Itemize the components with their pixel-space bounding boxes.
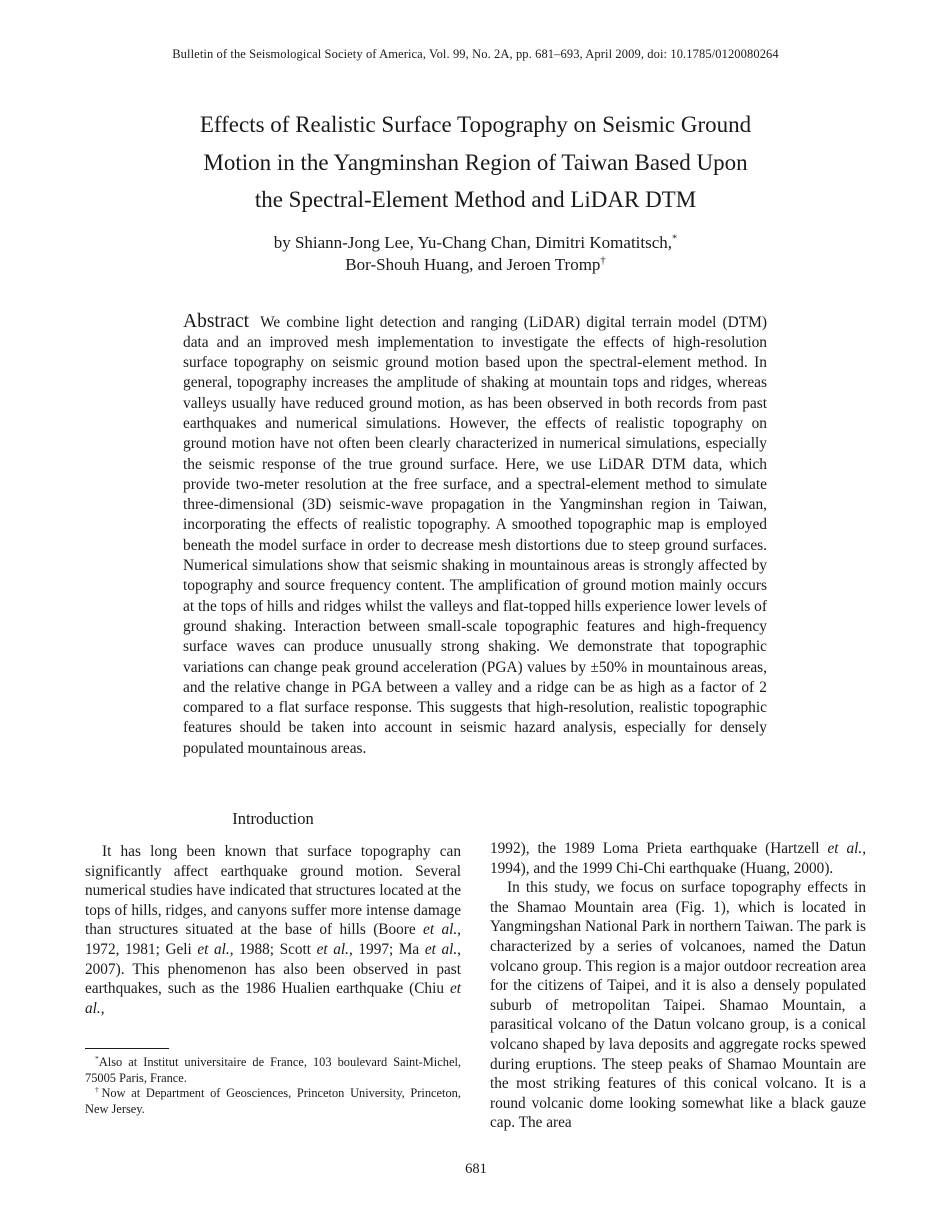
paper-title-line: Effects of Realistic Surface Topography on Seismic Ground <box>199 112 752 137</box>
paper-title-line: the Spectral-Element Method and LiDAR DTM <box>254 187 697 212</box>
footnote-text: Also at Institut universitaire de France, 103 boulevard Saint-Michel, 75005 Paris, France. <box>85 1054 461 1085</box>
author-byline-line: by Shiann-Jong Lee, Yu-Chang Chan, Dimitri Komatitsch,* <box>273 232 678 252</box>
introduction-paragraph: In this study, we focus on surface topography effects in the Shamao Mountain area (Fig. 1), which is located in Yangmingshan National Park in northern Taiwan. The park is characterized by a series of volcanoes, named the Datun volcano group. This region is a major outdoor recreation area for the citizens of Taipei, and it is also a densely populated suburb of metropolitan Taipei. Shamao Mountain, a parasitical volcano of the Datun volcano group, is a conical volcano shaped by lava deposits and aggregate rocks spewed during eruptions. The steep peaks of Shamao Mountain are the most striking features of this conical volcano. It is a round volcanic dome looking somewhat like a black gauze cap. The area <box>490 879 866 1132</box>
footnotes-block <box>85 1048 461 1118</box>
footnote-text: Now at Department of Geosciences, Princeton University, Princeton, New Jersey. <box>85 1086 461 1117</box>
abstract-label: Abstract <box>183 310 250 332</box>
author-byline <box>85 232 866 276</box>
footnote-affiliation <box>85 1055 461 1087</box>
footnote-marker: † <box>95 1085 102 1095</box>
abstract-text: We combine light detection and ranging (LiDAR) digital terrain model (DTM) data and an improved mesh implementation to investigate the effects of high-resolution surface topography on seismic ground motion based upon the spectral-element method. In general, topography increases the amplitude of shaking at mountain tops and ridges, whereas valleys usually have reduced ground motion, as has been observed in both records from past earthquakes and numerical simulations. However, the effects of realistic topography on ground motion have not often been clearly characterized in numerical simulations, especially the seismic response of the true ground surface. Here, we use LiDAR DTM data, which provide two-meter resolution at the free surface, and a spectral-element method to simulate three-dimensional (3D) seismic-wave propagation in the Yangminshan region in Taiwan, incorporating the effects of realistic topography. A smoothed topographic map is employed beneath the model surface in order to decrease mesh distortions due to steep ground surfaces. Numerical simulations show that seismic shaking in mountainous areas is strongly affected by topography and source frequency content. The amplification of ground motion mainly occurs at the tops of hills and ridges whilst the valleys and flat-topped hills experience lower levels of ground shaking. Interaction between small-scale topographic features and high-frequency surface waves can produce unusually strong shaking. We demonstrate that topographic variations can change peak ground acceleration (PGA) values by ±50% in mountainous areas, and the relative change in PGA between a valley and a ridge can be as high as a factor of 2 compared to a flat surface response. This suggests that high-resolution, realistic topographic features should be taken into account in seismic hazard analysis, especially for densely populated mountainous areas. <box>183 313 767 757</box>
journal-header: Bulletin of the Seismological Society of America, Vol. 99, No. 2A, pp. 681–693, April 2009, doi: 10.1785/0120080264 <box>172 47 779 61</box>
section-heading-introduction: Introduction <box>232 809 314 829</box>
author-byline-line: Bor-Shouh Huang, and Jeroen Tromp† <box>345 254 606 274</box>
right-column <box>490 809 867 1132</box>
abstract-section <box>183 312 767 760</box>
introduction-paragraph: 1992), the 1989 Loma Prieta earthquake (Hartzell et al., 1994), and the 1999 Chi-Chi earthquake (Huang, 2000). <box>490 840 867 877</box>
left-column <box>85 809 461 1118</box>
two-column-body <box>85 809 867 1132</box>
paper-title <box>85 106 866 219</box>
footnote-marker: * <box>95 1053 99 1063</box>
footnote-affiliation <box>85 1086 461 1118</box>
footnote-rule <box>85 1048 169 1049</box>
page-number: 681 <box>465 1161 487 1177</box>
paper-title-line: Motion in the Yangminshan Region of Taiwan Based Upon <box>203 149 748 175</box>
introduction-paragraph: It has long been known that surface topography can significantly affect earthquake ground motion. Several numerical studies have indicated that structures located at the tops of hills, ridges, and canyons suffer more intense damage than structures situated at the base of hills (Boore et al., 1972, 1981; Geli et al., 1988; Scott et al., 1997; Ma et al., 2007). This phenomenon has also been observed in past earthquakes, such as the 1986 Hualien earthquake (Chiu et al., <box>85 843 461 1017</box>
